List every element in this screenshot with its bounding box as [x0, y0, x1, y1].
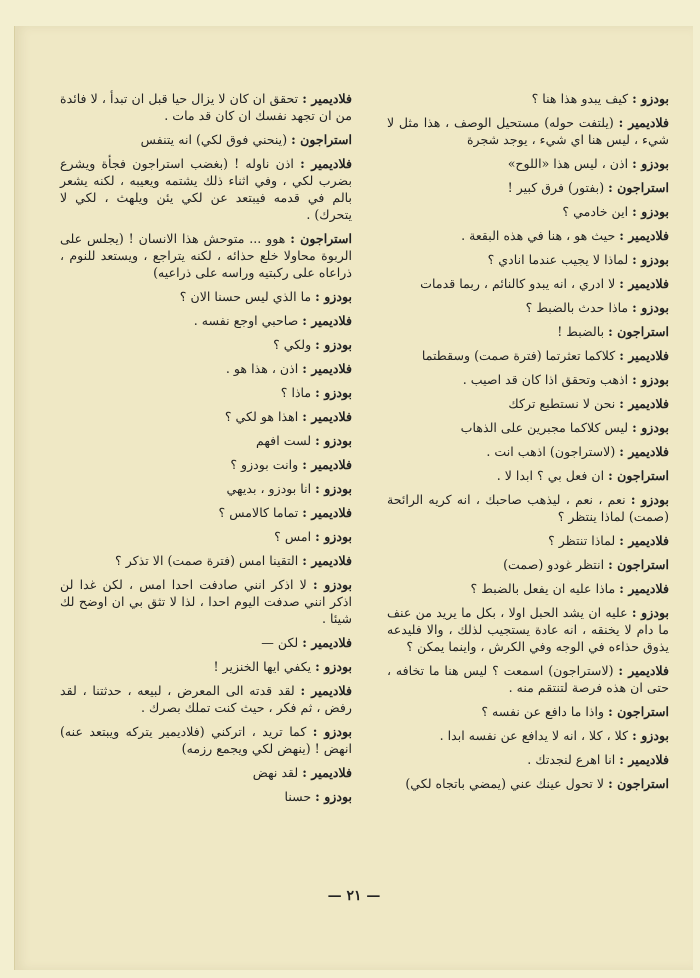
dialogue-text: ان فعل بي ؟ ابدا لا . — [496, 468, 605, 483]
dialogue-text: ولكي ؟ — [273, 337, 312, 352]
dialogue-text: انا بودزو ، بديهي — [226, 481, 312, 496]
dialogue-line — [60, 723, 352, 757]
dialogue-text: تماما كالامس ؟ — [218, 505, 299, 520]
dialogue-line — [387, 703, 669, 720]
book-page — [14, 26, 693, 970]
speaker-name: بودزو : — [631, 605, 669, 620]
speaker-name: استراجون : — [608, 704, 669, 719]
dialogue-text: لا اذكر انني صادفت احدا امس ، لكن غدا لن اذكر انني صدفت اليوم احدا ، لذا لا تثق بي ان اوضح لك شيئا . — [60, 577, 352, 626]
left-text-column — [60, 90, 352, 812]
dialogue-line — [60, 90, 352, 124]
dialogue-line — [387, 580, 669, 597]
dialogue-text: نعم ، نعم ، ليذهب صاحبك ، انه كريه الرائحة (صمت) لماذا ينتظر ؟ — [387, 492, 669, 524]
dialogue-line — [387, 532, 669, 549]
dialogue-text: لا تحول عينك عني (يمضي باتجاه لكي) — [405, 776, 605, 791]
speaker-name: بودزو : — [632, 252, 669, 267]
speaker-name: فلاديمير : — [302, 409, 352, 424]
speaker-name: بودزو : — [312, 724, 352, 739]
speaker-name: فلاديمير : — [302, 457, 352, 472]
dialogue-text: لست افهم — [256, 433, 312, 448]
dialogue-text: (ينحني فوق لكي) انه يتنفس — [140, 132, 288, 147]
speaker-name: بودزو : — [632, 91, 669, 106]
dialogue-text: كلا ، كلا ، انه لا يدافع عن نفسه ابدا . — [439, 728, 629, 743]
dialogue-line — [387, 323, 669, 340]
speaker-name: بودزو : — [315, 529, 352, 544]
dialogue-text: كيف يبدو هذا هنا ؟ — [531, 91, 629, 106]
dialogue-line — [387, 347, 669, 364]
speaker-name: بودزو : — [313, 577, 352, 592]
dialogue-line — [387, 227, 669, 244]
dialogue-text: انتظر غودو (صمت) — [503, 557, 605, 572]
speaker-name: فلاديمير : — [619, 276, 669, 291]
dialogue-text: اذن ، هذا هو . — [225, 361, 299, 376]
speaker-name: بودزو : — [632, 728, 669, 743]
dialogue-text: (يلتفت حوله) مستحيل الوصف ، هذا مثل لا شيء ، ليس هنا اي شيء ، يوجد شجرة — [387, 115, 669, 147]
dialogue-line — [387, 275, 669, 292]
dialogue-line — [60, 384, 352, 401]
speaker-name: بودزو : — [632, 420, 669, 435]
dialogue-line — [60, 552, 352, 569]
dialogue-line — [387, 251, 669, 268]
dialogue-line — [387, 556, 669, 573]
dialogue-line — [60, 155, 352, 223]
dialogue-line — [60, 764, 352, 781]
speaker-name: استراجون : — [608, 468, 669, 483]
dialogue-text: اين خادمي ؟ — [562, 204, 629, 219]
dialogue-line — [60, 576, 352, 627]
dialogue-line — [387, 662, 669, 696]
dialogue-line — [60, 408, 352, 425]
dialogue-text: ماذا حدث بالضبط ؟ — [525, 300, 629, 315]
speaker-name: فلاديمير : — [300, 683, 352, 698]
speaker-name: بودزو : — [315, 337, 352, 352]
dialogue-line — [60, 360, 352, 377]
dialogue-line — [387, 395, 669, 412]
speaker-name: استراجون : — [290, 231, 352, 246]
speaker-name: بودزو : — [315, 789, 352, 804]
dialogue-line — [387, 90, 669, 107]
speaker-name: بودزو : — [315, 385, 352, 400]
speaker-name: بودزو : — [632, 204, 669, 219]
dialogue-text: لكن — — [261, 635, 299, 650]
speaker-name: بودزو : — [315, 289, 352, 304]
speaker-name: فلاديمير : — [302, 505, 352, 520]
dialogue-line — [387, 604, 669, 655]
speaker-name: فلاديمير : — [302, 361, 352, 376]
speaker-name: بودزو : — [632, 300, 669, 315]
speaker-name: استراجون : — [608, 180, 669, 195]
speaker-name: فلاديمير : — [619, 581, 669, 596]
dialogue-text: كلاكما تعثرتما (فترة صمت) وسقطتما — [421, 348, 616, 363]
dialogue-text: وانت بودزو ؟ — [230, 457, 299, 472]
dialogue-line — [60, 312, 352, 329]
speaker-name: فلاديمير : — [618, 663, 669, 678]
speaker-name: استراجون : — [608, 324, 669, 339]
dialogue-line — [60, 288, 352, 305]
speaker-name: استراجون : — [608, 776, 669, 791]
dialogue-line — [60, 230, 352, 281]
dialogue-line — [387, 114, 669, 148]
dialogue-text: كما تريد ، اتركني (فلاديمير يتركه ويبتعد عنه) انهض ! (ينهض لكي ويجمع رزمه) — [60, 724, 352, 756]
page-number: — ٢١ — — [327, 888, 381, 904]
dialogue-text: لا ادري ، انه يبدو كالنائم ، ربما قدمات — [420, 276, 616, 291]
dialogue-line — [387, 443, 669, 460]
dialogue-text: اذهب وتحقق اذا كان قد اصيب . — [462, 372, 629, 387]
dialogue-text: تحقق ان كان لا يزال حيا قبل ان تبدأ ، لا فائدة من ان تجهد نفسك ان كان قد مات . — [60, 91, 352, 123]
dialogue-line — [387, 203, 669, 220]
dialogue-text: لماذا لا يجيب عندما انادي ؟ — [487, 252, 629, 267]
dialogue-line — [387, 491, 669, 525]
dialogue-text: لماذا تنتظر ؟ — [548, 533, 616, 548]
dialogue-text: واذا ما دافع عن نفسه ؟ — [481, 704, 605, 719]
dialogue-line — [60, 432, 352, 449]
dialogue-text: امس ؟ — [274, 529, 312, 544]
dialogue-text: انا اهرع لنجدتك . — [527, 752, 616, 767]
speaker-name: بودزو : — [632, 372, 669, 387]
dialogue-text: يكفي ايها الخنزير ! — [213, 659, 312, 674]
dialogue-line — [387, 179, 669, 196]
dialogue-text: اذن ناوله ! (بغضب استراجون فجأة ويشرع بضرب لكي ، وفي اثناء ذلك يشتمه ويعيبه ، لكنه يشعر بالم في قدمه فيبتعد عن لكي يئن ويلهث ، لكي لا يتحرك) . — [60, 156, 352, 222]
dialogue-text: (لاستراجون) اسمعت ؟ ليس هنا ما تخافه ، حتى ان هذه فرصة لتنتقم منه . — [387, 663, 669, 695]
speaker-name: فلاديمير : — [619, 752, 669, 767]
speaker-name: فلاديمير : — [300, 156, 352, 171]
speaker-name: استراجون : — [608, 557, 669, 572]
dialogue-line — [387, 419, 669, 436]
speaker-name: بودزو : — [315, 481, 352, 496]
speaker-name: فلاديمير : — [302, 765, 352, 780]
dialogue-text: ماذا عليه ان يفعل بالضبط ؟ — [470, 581, 616, 596]
dialogue-text: اهذا هو لكي ؟ — [224, 409, 299, 424]
right-text-column — [387, 90, 669, 799]
speaker-name: فلاديمير : — [619, 396, 669, 411]
dialogue-line — [387, 371, 669, 388]
dialogue-text: صاحبي اوجع نفسه . — [193, 313, 299, 328]
speaker-name: فلاديمير : — [302, 313, 352, 328]
dialogue-line — [60, 456, 352, 473]
dialogue-line — [60, 682, 352, 716]
dialogue-line — [387, 751, 669, 768]
dialogue-text: بالضبط ! — [557, 324, 605, 339]
dialogue-text: (بفتور) فرق كبير ! — [507, 180, 605, 195]
speaker-name: فلاديمير : — [302, 635, 352, 650]
dialogue-line — [387, 155, 669, 172]
dialogue-line — [387, 467, 669, 484]
speaker-name: استراجون : — [291, 132, 352, 147]
dialogue-text: ما الذي ليس حسنا الان ؟ — [179, 289, 312, 304]
dialogue-text: لقد نهض — [252, 765, 299, 780]
dialogue-text: اذن ، ليس هذا «اللوح» — [507, 156, 629, 171]
dialogue-text: حسنا — [284, 789, 312, 804]
dialogue-line — [60, 336, 352, 353]
speaker-name: بودزو : — [632, 156, 669, 171]
dialogue-line — [60, 504, 352, 521]
dialogue-text: ماذا ؟ — [280, 385, 312, 400]
dialogue-line — [387, 727, 669, 744]
dialogue-text: (لاستراجون) اذهب انت . — [486, 444, 616, 459]
dialogue-line — [387, 299, 669, 316]
dialogue-line — [60, 131, 352, 148]
dialogue-line — [60, 528, 352, 545]
speaker-name: فلاديمير : — [619, 228, 669, 243]
dialogue-line — [60, 658, 352, 675]
speaker-name: فلاديمير : — [619, 444, 669, 459]
dialogue-line — [60, 480, 352, 497]
dialogue-text: التقينا امس (فترة صمت) الا تذكر ؟ — [115, 553, 299, 568]
speaker-name: فلاديمير : — [619, 533, 669, 548]
speaker-name: فلاديمير : — [618, 115, 669, 130]
dialogue-line — [60, 788, 352, 805]
dialogue-text: عليه ان يشد الحبل اولا ، بكل ما يريد من عنف ما دام لا يخنقه ، انه عادة يستجيب لذلك ، والا فليدعه يذوق حذاءه في الوجه وفي الكرش ، واينما يمكن ؟ — [387, 605, 669, 654]
speaker-name: بودزو : — [315, 433, 352, 448]
speaker-name: فلاديمير : — [619, 348, 669, 363]
dialogue-text: نحن لا نستطيع تركك — [508, 396, 616, 411]
speaker-name: فلاديمير : — [302, 91, 352, 106]
speaker-name: فلاديمير : — [302, 553, 352, 568]
dialogue-line — [60, 634, 352, 651]
dialogue-text: حيث هو ، هنا في هذه البقعة . — [461, 228, 616, 243]
dialogue-text: ليس كلاكما مجبرين على الذهاب — [460, 420, 629, 435]
speaker-name: بودزو : — [315, 659, 352, 674]
speaker-name: بودزو : — [630, 492, 669, 507]
dialogue-text: هوو ... متوحش هذا الانسان ! (يجلس على الربوة محاولا خلع حذائه ، لكنه يتراجع ، ويستعد للنوم ، ذراعاه على ركبتيه وراسه على ذراعيه) — [60, 231, 352, 280]
dialogue-text: لقد قدته الى المعرض ، لبيعه ، حدثتنا ، لقد رفض ، ثم فكر ، حيث كنت تملك بصرك . — [60, 683, 352, 715]
dialogue-line — [387, 775, 669, 792]
